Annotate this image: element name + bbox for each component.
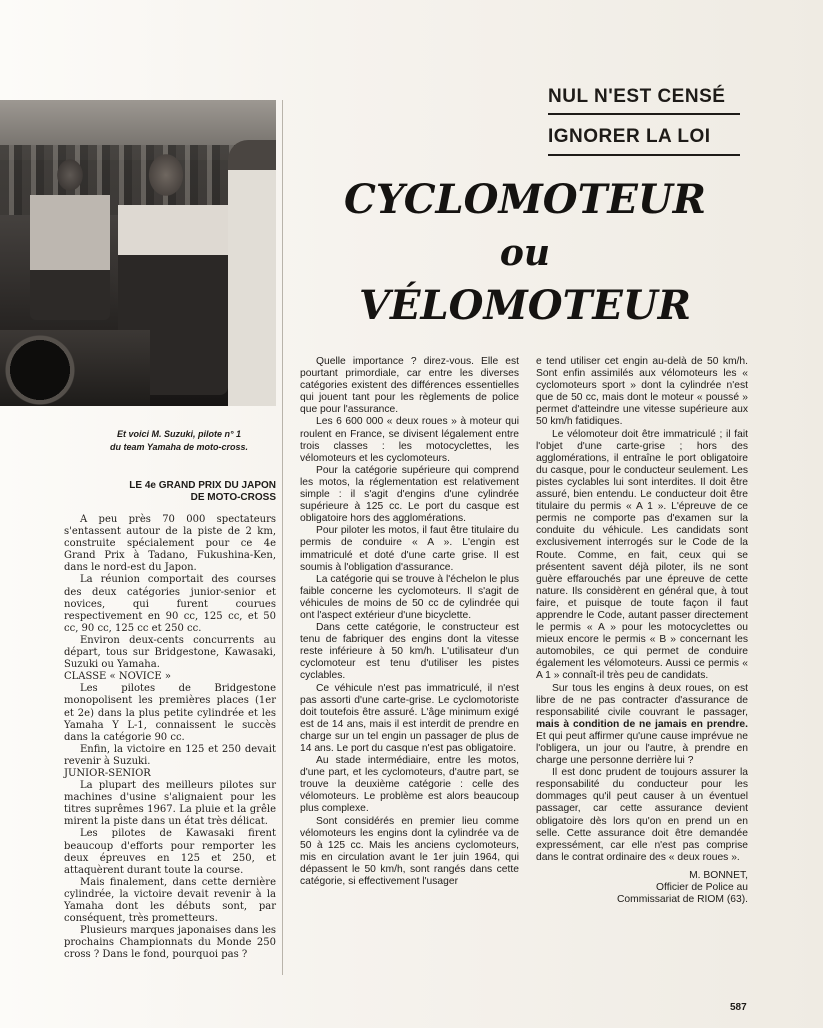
article-paragraph: Le vélomoteur doit être immatriculé ; il fait l'objet d'une carte-grise ; hors des agglomérations, il entraîne le port obligatoire du casque, pour le conducteur seulement. Les pistes cyclables lui sont interdites. Il doit être assuré, bien entendu. Le conducteur doit être titulaire du permis « A 1 ». L'épreuve de ce permis ne comporte pas d'examen sur la conduite du véhicule. Les candidats sont exclusivement interrogés sur le Code de la Route. Comme, en fait, ceux qui se présentent savent déjà piloter, ils ne sont guère effarouchés par une épreuve de cette nature. Ils considèrent en général que, à tout faire, et puisque de toute façon il faut apprendre le Code, autant passer directement le permis « A » pour les motocyclettes ou mieux encore le permis « B » concernant les automobiles, ce qui permet de conduire également les vélomoteurs. Aussi ce permis « A 1 » connaît-il très peu de candidats. (536, 428, 748, 682)
article-column-2 (536, 356, 748, 906)
photo-motorcycle (0, 330, 150, 406)
sidebar-paragraph: Les pilotes de Bridgestone monopolisent les premières places (1er et 2e) dans la plus petite cylindrée et les Yamaha Y L-1, connaissent le succès dans la catégorie 90 cc. (64, 683, 276, 743)
sidebar-paragraph: A peu près 70 000 spectateurs s'entassent autour de la piste de 2 km, construite spécialement pour ce 4e Grand Prix à Tadano, Fukushina-Ken, dans le nord-est du Japon. (64, 514, 276, 574)
article-paragraph: Il est donc prudent de toujours assurer la responsabilité du conducteur pour les dommages qu'il peut causer à un éventuel passager, car cette assurance devient obligatoire dès lors qu'on en prend un en selle. Cette assurance doit être demandée expressément, car elle n'est pas comprise dans le contrat ordinaire des « deux roues ». (536, 767, 748, 863)
article-paragraph: e tend utiliser cet engin au-delà de 50 km/h. Sont enfin assimilés aux vélomoteurs les « cyclomoteurs sport » dont la cylindrée n'est que de 50 cc, mais dont le moteur « poussé » permet d'atteindre une vitesse supérieure aux 50 km/h fatidiques. (536, 356, 748, 428)
column-divider (282, 100, 283, 975)
article-paragraph: Au stade intermédiaire, entre les motos, d'une part, et les cyclomoteurs, d'autre part, se trouve la deuxième catégorie : celle des vélomoteurs. Le problème est alors beaucoup plus complexe. (300, 755, 519, 815)
article-paragraph: Pour la catégorie supérieure qui comprend les motos, la réglementation est relativement simple : il s'agit d'engins d'une cylindrée supérieure à 125 cc. Le port du casque est obligatoire hors des agglomérations. (300, 464, 519, 525)
photo-spectator (30, 150, 110, 320)
sidebar-paragraph: Mais finalement, dans cette dernière cylindrée, la victoire devait revenir à la Yamaha dont les débuts sont, par conséquent, très prometteurs. (64, 876, 276, 925)
sidebar-column (64, 480, 276, 961)
photo-official (228, 140, 276, 406)
insurance-text: Sur tous les engins à deux roues, on est libre de ne pas contracter d'assurance de responsabilité civile couvrant le passager, (536, 682, 748, 718)
insurance-text-cont: Et qui peut affirmer qu'une cause imprévue ne l'obligera, un jour ou l'autre, à prendre en charge une personne derrière lui ? (536, 730, 748, 767)
signature-place: Commissariat de RIOM (63). (616, 893, 748, 905)
article-paragraph: Les 6 600 000 « deux roues » à moteur qui roulent en France, se divisent légalement entre trois classes : les motocyclettes, les vélomoteurs et les cyclomoteurs. (300, 416, 519, 464)
sidebar-heading-line-2: DE MOTO-CROSS (190, 492, 276, 503)
title-line-1: CYCLOMOTEUR (344, 176, 706, 223)
title-line-3: VÉLOMOTEUR (359, 282, 691, 329)
signature-role: Officier de Police au (656, 881, 748, 893)
spacer (64, 506, 276, 514)
sidebar-paragraph: La réunion comportait des courses des deux catégories junior-senior et novices, qui furent courues respectivement en 90 cc, 125 cc, et 50 cc, 90 cc, 125 cc et 250 cc. (64, 574, 276, 634)
signature-name: M. BONNET, (689, 869, 748, 881)
signature (536, 870, 748, 906)
insurance-emphasis: mais à condition de ne jamais en prendre. (536, 718, 748, 730)
photo-caption (86, 428, 272, 454)
race-photo (0, 100, 276, 406)
sidebar-paragraph: Les pilotes de Kawasaki firent beaucoup d'efforts pour remporter les deux épreuves en 125 et 250, et attaquèrent durant toute la course. (64, 828, 276, 876)
header-line-1: NUL N'EST CENSÉ (548, 86, 726, 107)
article-paragraph-insurance (536, 683, 748, 768)
article-column-1 (300, 356, 519, 888)
sidebar-subheading: CLASSE « NOVICE » (64, 671, 172, 683)
sidebar-paragraph: La plupart des meilleurs pilotes sur machines d'usine s'alignaient pour les titres suprêmes 1967. La pluie et la grêle mirent la piste dans un état très délicat. (64, 780, 276, 828)
header-rule-1 (548, 113, 740, 115)
article-paragraph: Pour piloter les motos, il faut être titulaire du permis de conduire « A ». L'engin est immatriculé et doté d'une carte grise. Il est soumis à l'obligation d'assurance. (300, 525, 519, 573)
sidebar-subheading: JUNIOR-SENIOR (64, 767, 151, 779)
sidebar-paragraph: Environ deux-cents concurrents au départ, tous sur Bridgestone, Kawasaki, Suzuki ou Yamaha. (64, 634, 276, 671)
title-line-2: ou (499, 232, 551, 274)
article-paragraph: Dans cette catégorie, le constructeur est tenu de fabriquer des engins dont la vitesse reste inférieure à 50 km/h. L'utilisateur d'un cyclomoteur est tenu d'utiliser les pistes cyclables. (300, 622, 519, 682)
sidebar-heading-line-1: LE 4e GRAND PRIX DU JAPON (129, 480, 276, 491)
article-paragraph: Quelle importance ? direz-vous. Elle est pourtant primordiale, car entre les diverses catégories existent des différences essentielles qui jouent tant pour les règlements de police que pour l'assurance. (300, 356, 519, 416)
header-rule-2 (548, 154, 740, 156)
page-number: 587 (730, 1002, 747, 1013)
article-paragraph: Ce véhicule n'est pas immatriculé, il n'est pas assorti d'une carte-grise. Le cyclomotoriste doit toutefois être assuré. L'âge minimum exigé est de 14 ans, mais il est interdit de prendre en charge sur un tel engin un passager de plus de 14 ans. Le port du casque n'est pas obligatoire. (300, 682, 519, 754)
caption-line-1: Et voici M. Suzuki, pilote n° 1 (116, 429, 242, 439)
header-line-2: IGNORER LA LOI (548, 126, 711, 147)
sidebar-heading (64, 480, 276, 504)
sidebar-paragraph: Enfin, la victoire en 125 et 250 devait revenir à Suzuki. (64, 743, 276, 767)
article-paragraph: La catégorie qui se trouve à l'échelon le plus faible concerne les cyclomoteurs. Il s'agit de véhicules de moins de 50 cc de cylindrée qui ont l'aspect extérieur d'une bicyclette. (300, 573, 519, 621)
caption-line-2: du team Yamaha de moto-cross. (109, 442, 249, 452)
article-paragraph: Sont considérés en premier lieu comme vélomoteurs les engins dont la cylindrée va de 50 à 125 cc. Mais les anciens cyclomoteurs, mis en circulation avant le 1er juin 1964, qui dépassent le 50 km/h, sont rangés dans cette catégorie, si effectivement l'usager (300, 815, 519, 888)
sidebar-paragraph: Plusieurs marques japonaises dans les prochains Championnats du Monde 250 cross ? Dans le fond, pourquoi pas ? (64, 925, 276, 961)
